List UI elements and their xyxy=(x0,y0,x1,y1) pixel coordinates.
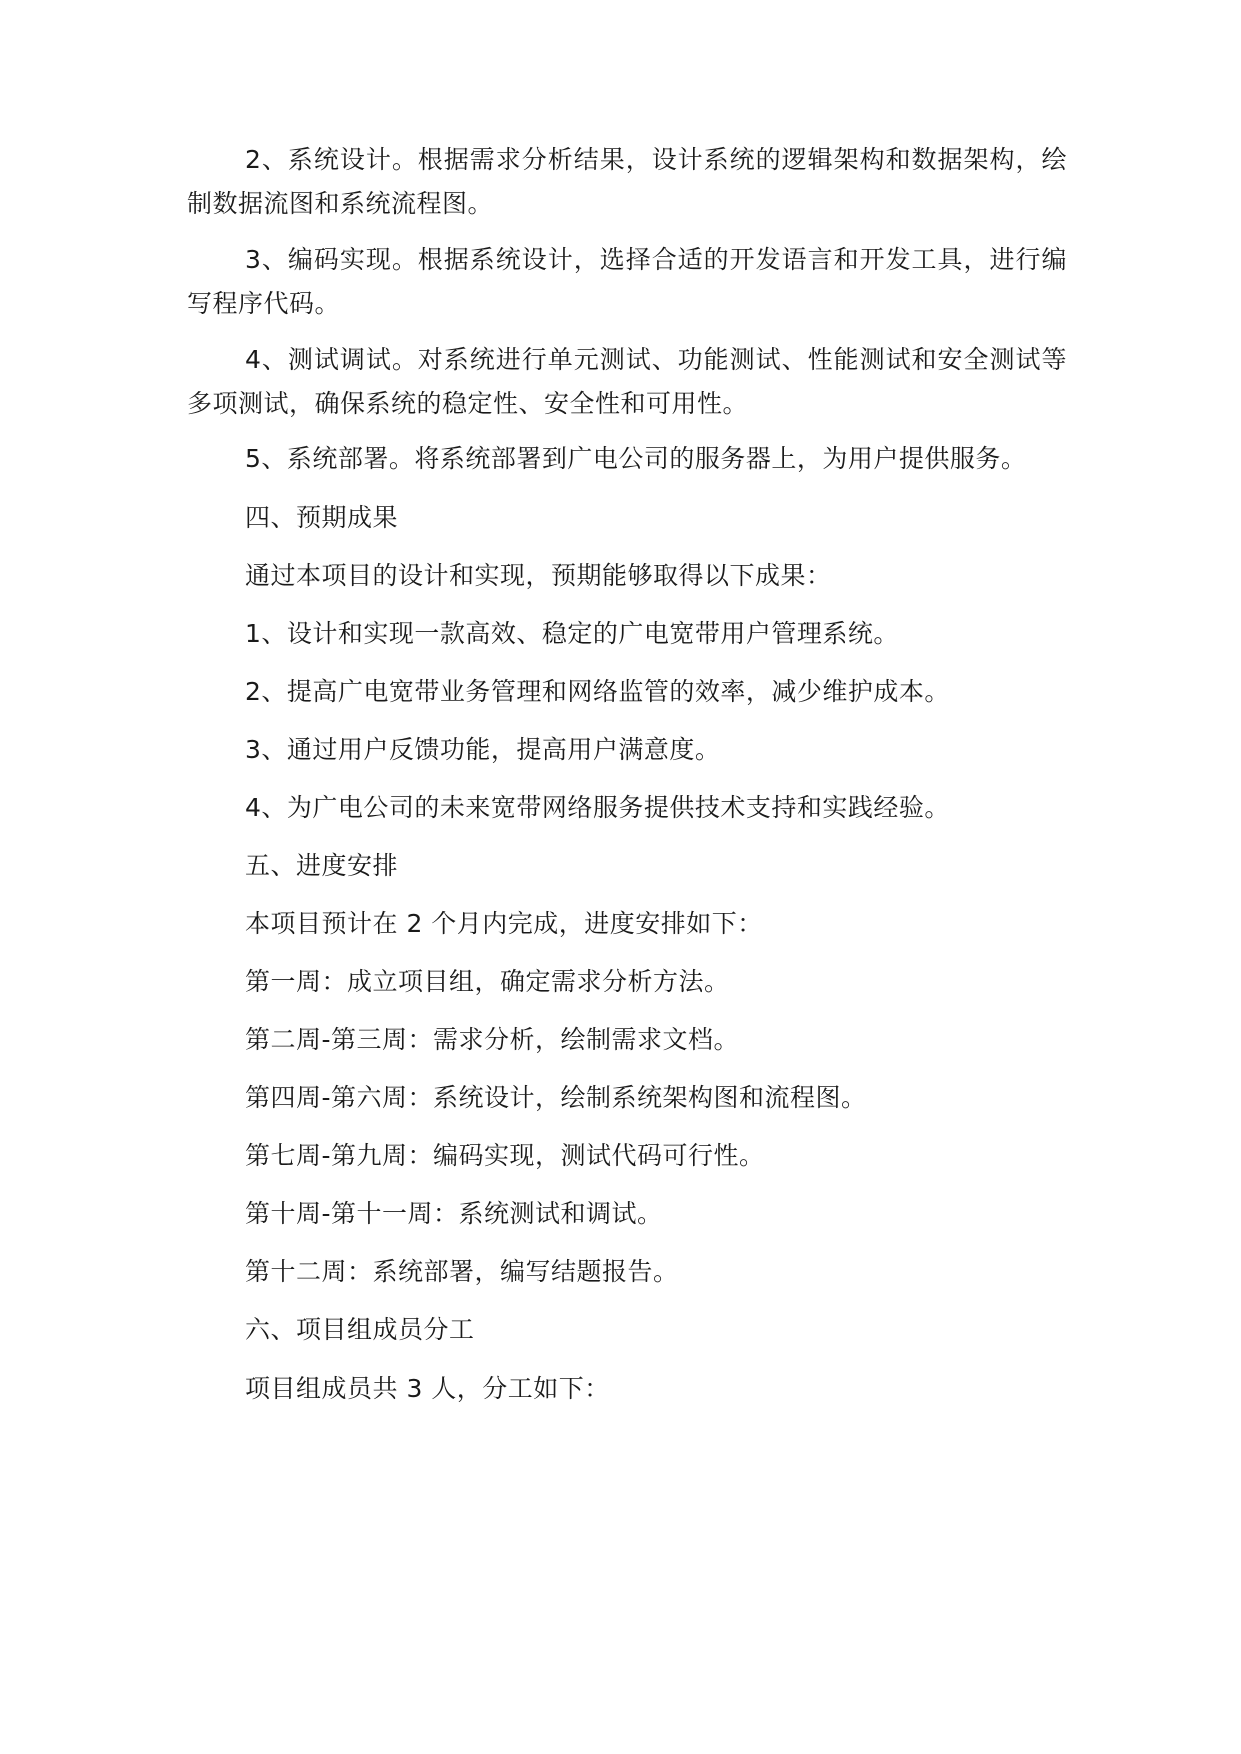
paragraph-deployment: 5、系统部署。将系统部署到广电公司的服务器上，为用户提供服务。 xyxy=(245,444,1027,473)
list-item-result-1: 1、设计和实现一款高效、稳定的广电宽带用户管理系统。 xyxy=(245,619,899,648)
schedule-item-week-4-6: 第四周-第六周：系统设计，绘制系统架构图和流程图。 xyxy=(245,1083,867,1112)
paragraph-results-intro: 通过本项目的设计和实现，预期能够取得以下成果： xyxy=(245,561,832,590)
schedule-item-week-2-3: 第二周-第三周：需求分析，绘制需求文档。 xyxy=(245,1025,740,1054)
section-heading-team-division: 六、项目组成员分工 xyxy=(245,1315,475,1344)
list-item-result-3: 3、通过用户反馈功能，提高用户满意度。 xyxy=(245,735,721,764)
section-heading-expected-results: 四、预期成果 xyxy=(245,503,399,532)
schedule-item-week-1: 第一周：成立项目组，确定需求分析方法。 xyxy=(245,967,730,996)
schedule-item-week-12: 第十二周：系统部署，编写结题报告。 xyxy=(245,1257,679,1286)
paragraph-coding: 3、编码实现。根据系统设计，选择合适的开发语言和开发工具，进行编写程序代码。 xyxy=(187,245,1067,318)
paragraph-testing: 4、测试调试。对系统进行单元测试、功能测试、性能测试和安全测试等多项测试，确保系统的稳定性、安全性和可用性。 xyxy=(187,345,1067,418)
schedule-item-week-7-9: 第七周-第九周：编码实现，测试代码可行性。 xyxy=(245,1141,765,1170)
schedule-item-week-10-11: 第十周-第十一周：系统测试和调试。 xyxy=(245,1199,663,1228)
paragraph-system-design: 2、系统设计。根据需求分析结果，设计系统的逻辑架构和数据架构，绘制数据流图和系统流程图。 xyxy=(187,145,1067,218)
list-item-result-4: 4、为广电公司的未来宽带网络服务提供技术支持和实践经验。 xyxy=(245,793,950,822)
paragraph-team-intro: 项目组成员共 3 人，分工如下： xyxy=(245,1374,610,1403)
list-item-result-2: 2、提高广电宽带业务管理和网络监管的效率，减少维护成本。 xyxy=(245,677,950,706)
paragraph-schedule-intro: 本项目预计在 2 个月内完成，进度安排如下： xyxy=(245,909,763,938)
section-heading-schedule: 五、进度安排 xyxy=(245,851,399,880)
